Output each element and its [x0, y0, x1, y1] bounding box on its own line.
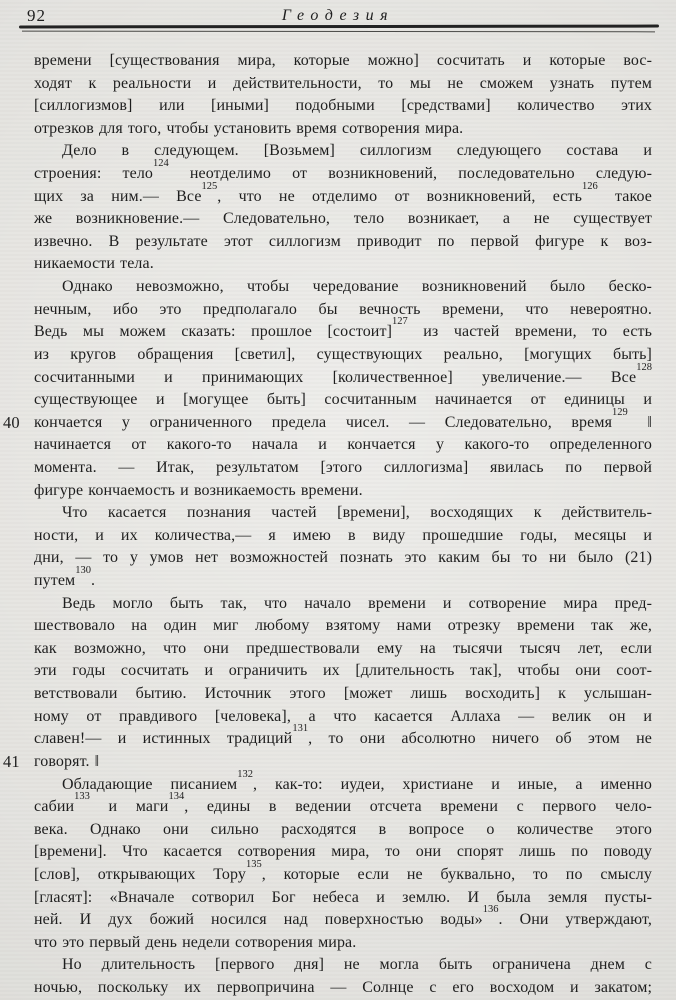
- text-line: ному от правдивого [человека], а что касается Аллаха — велик он и: [34, 707, 652, 725]
- text-line: ходят к реальности и действительности, то мы не сможем узнать путем: [34, 74, 652, 92]
- footnote-ref: 133: [74, 791, 90, 803]
- footnote-ref: 128: [636, 361, 652, 373]
- text-line: путем$^{130}$.: [34, 565, 96, 590]
- text-line: Обладающие писанием$^{132}$, как-то: иудеи, христиане и иные, а именно: [62, 768, 652, 793]
- text-block: [3, 50, 653, 1000]
- text-line: щих за ним.— Все$^{125}$, что не отделимо от возникновений, есть$^{126}$ такое: [34, 180, 652, 205]
- text-line: 40 кончается у ограниченного предела чисел. — Следовательно, время$^{129}$ ‖: [34, 412, 652, 435]
- text-line: Но длительность [первого дня] не могла быть ограничена днем с: [62, 956, 652, 974]
- text-line: Однако невозможно, чтобы чередование возникновений было беско-: [62, 278, 652, 296]
- text-line: ветствовали бытию. Источник этого [может лишь восходить] к услышан-: [34, 685, 652, 703]
- text-line: фигуре кончаемость и возникаемость времени.: [34, 481, 363, 499]
- text-line: из кругов обращения [светил], существующих реально, [могущих быть]: [34, 345, 652, 363]
- folio-margin-number: 40: [3, 412, 20, 432]
- text-line: строения: тело$^{124}$ неотделимо от возникновений, последовательно следую-: [34, 158, 652, 183]
- footnote-ref: 135: [246, 859, 262, 871]
- text-line: Ведь могло быть так, что начало времени и сотворение мира пред-: [62, 594, 652, 612]
- text-line: эти годы сосчитать и ограничить их [длительность так], чтобы они соот-: [34, 662, 652, 680]
- text-line: Ведь мы можем сказать: прошлое [состоит]$^{127}$ из частей времени, то есть: [34, 316, 653, 341]
- text-line: [гласят]: «Вначале сотворил Бог небеса и землю. И была земля пусты-: [34, 888, 652, 906]
- footnote-ref: 132: [237, 768, 253, 780]
- text-line: что это первый день недели сотворения мира.: [34, 933, 357, 951]
- footnote-ref: 131: [292, 723, 309, 735]
- text-line: [силлогизмов] или [иными] подобными [средствами] количество этих: [34, 97, 652, 115]
- text-line: шествовало на один миг любому взятому нами отрезку времени так же,: [34, 617, 652, 635]
- text-line: никаемости тела.: [34, 255, 154, 273]
- text-line: 41 говорят. ‖: [34, 751, 652, 774]
- footnote-ref: 126: [582, 180, 598, 192]
- text-line: ности, и их количества,— я имею в виду прошедшие годы, месяцы и: [34, 526, 652, 544]
- footnote-ref: 130: [75, 565, 92, 577]
- folio-margin-number: 41: [3, 751, 20, 771]
- footnote-ref: 129: [612, 406, 628, 418]
- text-line: [времени]. Что касается сотворения мира, то они спорят лишь по поводу: [34, 843, 652, 861]
- text-line: извечно. В результате этот силлогизм приводит по первой фигуре к воз-: [34, 232, 652, 250]
- footnote-ref: 127: [392, 316, 408, 328]
- text-line: сабии$^{133}$ и маги$^{134}$, едины в ведении отсчета времени с первого чело-: [34, 791, 652, 816]
- text-line: ней. И дух божий носился над поверхностью воды»$^{136}$. Они утверждают,: [34, 904, 653, 929]
- text-line: ночью, поскольку их первопричина — Солнце с его восходом и закатом;: [34, 978, 652, 996]
- text-line: Что касается познания частей [времени], восходящих к действитель-: [62, 504, 652, 522]
- header-rule-thick: [19, 25, 659, 28]
- footnote-ref: 134: [168, 791, 185, 803]
- text-line: момента. — Итак, результатом [этого силлогизма] явилась по первой: [34, 458, 652, 476]
- text-line: существующее и [могущее быть] сосчитанным начинается от единицы и: [34, 391, 652, 409]
- header-rule-thin: [22, 31, 655, 33]
- text-line: отрезков для того, чтобы установить время сотворения мира.: [34, 119, 464, 137]
- page-header: [0, 3, 676, 25]
- text-line: же возникновение.— Следовательно, тело возникает, а не существует: [34, 210, 652, 228]
- text-line: [слов], открывающих Тору$^{135}$, которые если не буквально, то по смыслу: [34, 859, 652, 883]
- text-line: дни, — то у умов нет возможностей познать это каким бы то ни было (21): [34, 549, 652, 567]
- text-line: сосчитанными и принимающих [количественное] увеличение.— Все$^{128}$: [34, 361, 652, 386]
- page-number: 92: [27, 6, 46, 25]
- footnote-ref: 125: [201, 180, 218, 192]
- text-line: века. Однако они сильно расходятся в вопросе о количестве этого: [34, 820, 652, 838]
- text-line: времени [существования мира, которые можно] сосчитать и которые вос-: [34, 52, 652, 69]
- running-title: Геодезия: [281, 7, 395, 24]
- text-line: славен!— и истинных традиций$^{131}$, то они абсолютно ничего об этом не: [34, 723, 652, 748]
- footnote-ref: 124: [153, 158, 169, 170]
- text-line: начинается от какого-то начала и кончается у какого-то определенного: [34, 436, 652, 454]
- text-line: как возможно, что они предшествовали ему на тысячи тысяч лет, если: [34, 639, 652, 657]
- text-line: Дело в следующем. [Возьмем] силлогизм следующего состава и: [62, 142, 652, 160]
- footnote-ref: 136: [482, 904, 499, 916]
- text-line: нечным, ибо это предполагало бы вечность времени, что невероятно.: [34, 300, 652, 318]
